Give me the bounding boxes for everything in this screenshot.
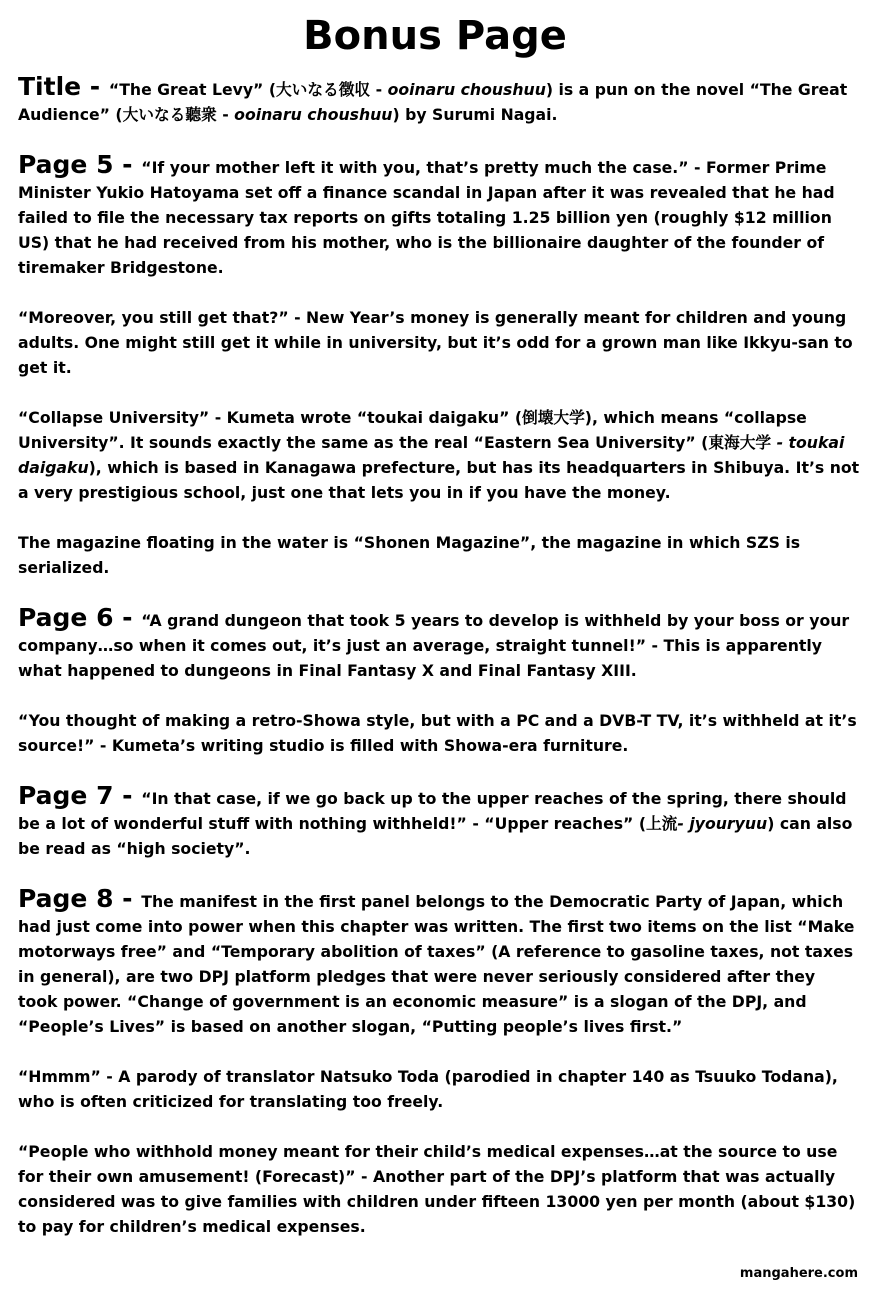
- page7-note-1: [18, 783, 860, 861]
- section-heading-page8: Page 8 -: [18, 884, 142, 913]
- page5-note-1-text: “If your mother left it with you, that’s pretty much the case.” - Former Prime Minister Yukio Hatoyama set off a finance scandal in Japan after it was revealed that he had failed to file the necessary tax reports on gifts totaling 1.25 billion yen (roughly $12 million US) that he had received from his mother, who is the billionaire daughter of the founder of tiremaker Bridgestone.: [18, 158, 835, 277]
- page7-note-text: ) can also be read as “high society”.: [18, 814, 853, 858]
- page7-note-romaji: - jyouryuu: [677, 814, 768, 833]
- page5-note-3-text: ), which is based in Kanagawa prefecture, but has its headquarters in Shibuya. It’s not a very prestigious school, just one that lets you in if you have the money.: [18, 458, 860, 502]
- section-heading-page5: Page 5 -: [18, 150, 142, 179]
- page8-note-3: “People who withhold money meant for their child’s medical expenses…at the source to use for their own amusement! (Forecast)” - Another part of the DPJ’s platform that was actually considered was to give families with children under fifteen 13000 yen per month (about $130) to pay for children’s medical expenses.: [18, 1142, 856, 1236]
- page5-notes: [18, 152, 860, 580]
- title-note-text: ) by Surumi Nagai.: [392, 105, 558, 124]
- page8-note-2: “Hmmm” - A parody of translator Natsuko Toda (parodied in chapter 140 as Tsuuko Todana), who is often criticized for translating too freely.: [18, 1067, 838, 1111]
- page7-note-text: “In that case, if we go back up to the upper reaches of the spring, there should be a lot of wonderful stuff with nothing withheld!” - “Upper reaches” (上流: [18, 789, 847, 833]
- title-note: [18, 74, 860, 127]
- page5-note-2: “Moreover, you still get that?” - New Year’s money is generally meant for children and young adults. One might still get it while in university, but it’s odd for a grown man like Ikkyu-san to get it.: [18, 308, 853, 377]
- page8-notes: [18, 886, 860, 1239]
- section-heading-title: Title -: [18, 72, 109, 101]
- section-heading-page6: Page 6 -: [18, 603, 142, 632]
- page6-notes: [18, 605, 860, 758]
- notes-content: [18, 74, 860, 1264]
- page5-note-3-text: “Collapse University” - Kumeta wrote “toukai daigaku” (倒壊大学), which means “collapse University”. It sounds exactly the same as the real “Eastern Sea University” (東海大学: [18, 408, 807, 452]
- title-note-romaji: ooinaru choushuu: [387, 80, 546, 99]
- title-note-text: ) is a pun on the novel “The Great Audience” (大いなる聽衆 -: [18, 80, 848, 124]
- page7-notes: [18, 783, 860, 861]
- title-note-text: “The Great Levy” (大いなる徴収 -: [108, 80, 388, 99]
- page6-note-2: “You thought of making a retro-Showa style, but with a PC and a DVB-T TV, it’s withheld at it’s source!” - Kumeta’s writing studio is filled with Showa-era furniture.: [18, 711, 857, 755]
- page-title: Bonus Page: [303, 13, 567, 59]
- page6-note-1: [18, 605, 860, 683]
- page8-note-1: [18, 886, 860, 1039]
- page5-note-3: [18, 405, 860, 505]
- title-note-romaji: ooinaru choushuu: [234, 105, 393, 124]
- site-watermark: mangahere.com: [739, 1266, 858, 1281]
- section-heading-page7: Page 7 -: [18, 781, 142, 810]
- page8-note-1-text: The manifest in the first panel belongs to the Democratic Party of Japan, which had just come into power when this chapter was written. The first two items on the list “Make motorways free” and “Temporary abolition of taxes” (A reference to gasoline taxes, not taxes in general), are two DPJ platform pledges that were never seriously considered after they took power. “Change of government is an economic measure” is a slogan of the DPJ, and “People’s Lives” is based on another slogan, “Putting people’s lives first.”: [18, 892, 855, 1036]
- page5-note-3-romaji: - toukai daigaku: [18, 433, 845, 477]
- page5-note-4: The magazine floating in the water is “Shonen Magazine”, the magazine in which SZS is serialized.: [18, 533, 801, 577]
- title-note-paragraph: [18, 74, 860, 127]
- page6-note-1-text: “A grand dungeon that took 5 years to develop is withheld by your boss or your company…so when it comes out, it’s just an average, straight tunnel!” - This is apparently what happened to dungeons in Final Fantasy X and Final Fantasy XIII.: [18, 611, 850, 680]
- page5-note-1: [18, 152, 860, 280]
